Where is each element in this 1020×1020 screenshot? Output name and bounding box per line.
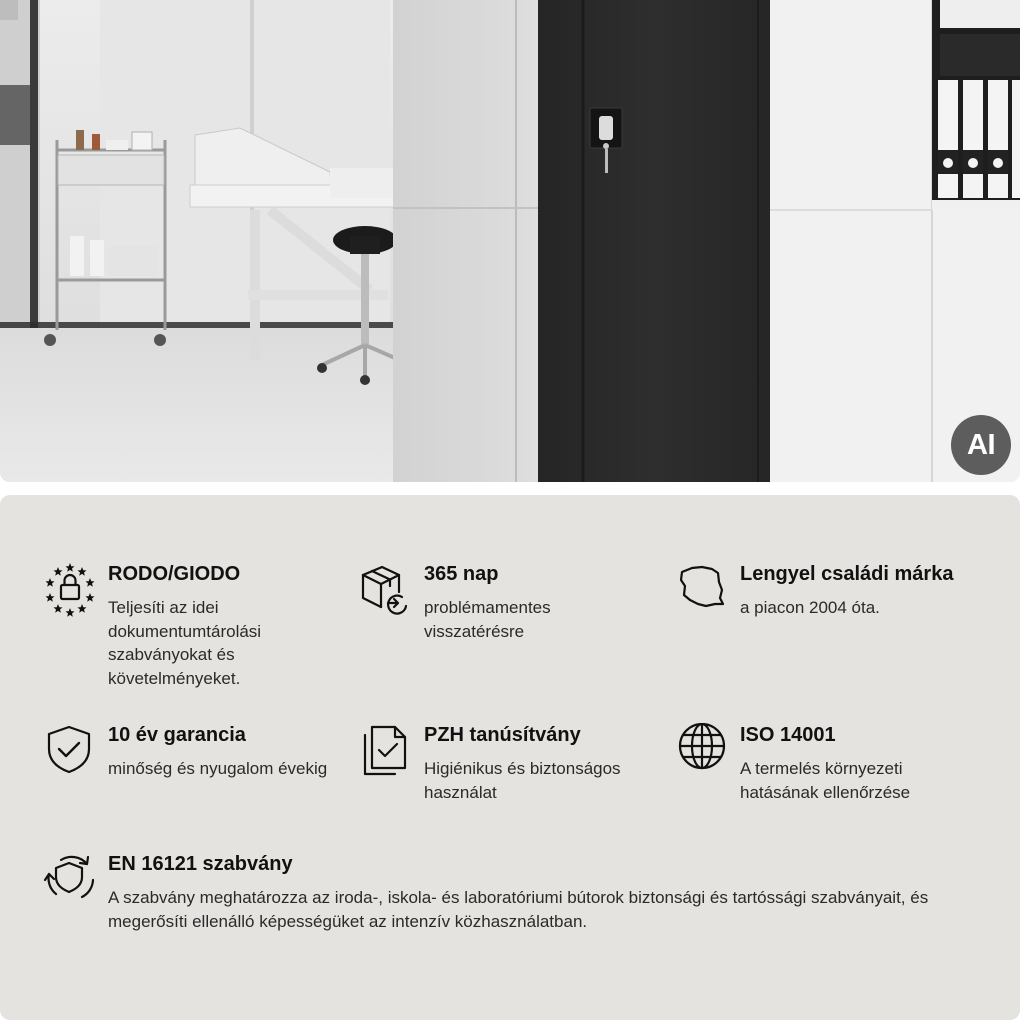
feature-description: A termelés környezeti hatásának ellenőrzése [740, 759, 911, 802]
feature-title: Lengyel családi márka [740, 563, 954, 585]
product-photo [0, 0, 1020, 482]
feature-description: Higiénikus és biztonságos használat [424, 759, 621, 802]
feature-description: a piacon 2004 óta. [740, 598, 880, 617]
feature-description: A szabvány meghatározza az iroda-, iskola- és laboratóriumi bútorok biztonsági és tartóssági szabványait, és megerősíti ellenálló képességüket az intenzív közhasználatban. [108, 888, 929, 931]
ai-badge: AI [951, 415, 1011, 475]
eu-stars-lock-icon [42, 562, 98, 618]
feature-description: minőség és nyugalom évekig [108, 759, 328, 778]
feature-title: 10 év garancia [108, 724, 246, 746]
medical-room-cabinet-illustration [0, 0, 1020, 482]
poland-map-icon [674, 562, 730, 618]
globe-icon [674, 723, 730, 779]
feature-title: 365 nap [424, 563, 499, 585]
feature-title: EN 16121 szabvány [108, 853, 293, 875]
features-panel [0, 495, 1020, 1020]
shield-cycle-icon [42, 852, 98, 908]
box-return-icon [358, 562, 414, 618]
feature-title: ISO 14001 [740, 724, 836, 746]
feature-title: RODO/GIODO [108, 563, 241, 585]
shield-check-icon [42, 723, 98, 779]
feature-description: Teljesíti az idei dokumentumtárolási szabványokat és követelményeket. [108, 598, 262, 688]
feature-description: problémamentes visszatérésre [424, 598, 551, 641]
feature-title: PZH tanúsítvány [424, 724, 581, 746]
document-check-icon [358, 723, 414, 779]
